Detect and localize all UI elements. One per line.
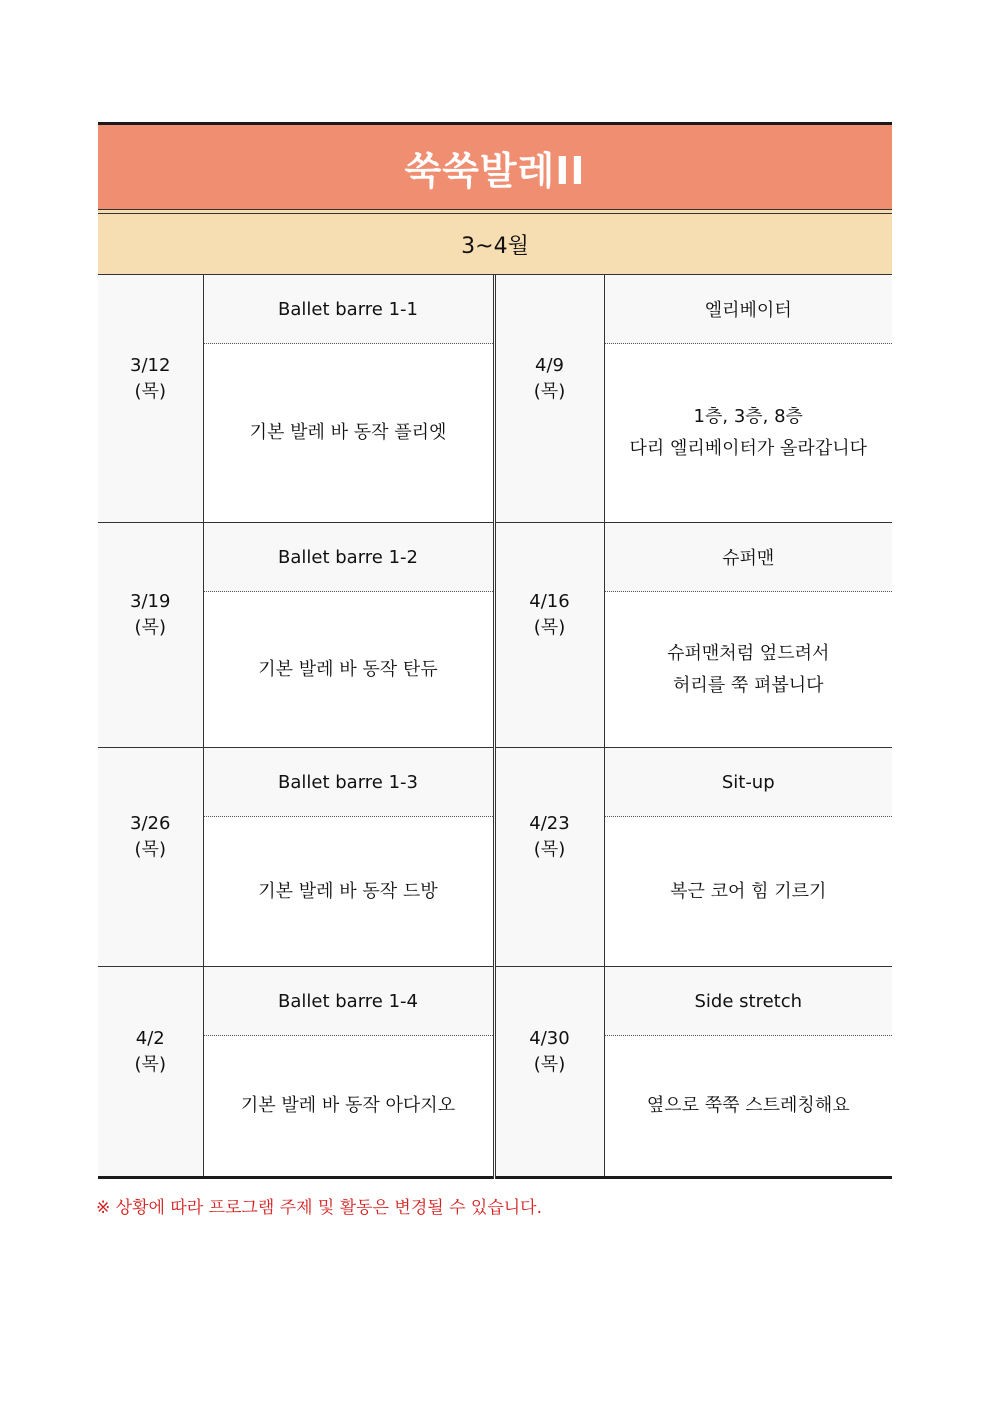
schedule-sheet [98, 122, 892, 1179]
session-weekday: (목) [533, 1053, 566, 1075]
session-date: 4/16 [529, 591, 570, 612]
schedule-table [98, 275, 892, 1179]
description-line: 옆으로 쭉쭉 스트레칭해요 [646, 1095, 850, 1116]
session-date: 4/2 [135, 1027, 165, 1049]
right-date-cell [494, 967, 604, 1178]
session-date: 4/9 [535, 354, 564, 376]
right-date-cell [494, 748, 604, 967]
left-description-cell [203, 817, 494, 967]
description-line: 허리를 쭉 펴봅니다 [672, 674, 824, 696]
right-description-cell [604, 1036, 892, 1178]
description-line: 다리 엘리베이터가 올라갑니다 [629, 438, 867, 459]
session-date: 3/26 [130, 813, 171, 834]
session-date: 3/12 [130, 354, 171, 376]
left-description-cell [203, 1036, 494, 1178]
right-date-cell [494, 275, 604, 523]
session-topic: 슈퍼맨 [722, 548, 775, 569]
session-weekday: (목) [533, 617, 566, 638]
session-weekday: (목) [134, 617, 166, 638]
title-band [98, 122, 892, 209]
right-date-cell [494, 523, 604, 748]
left-description-cell [203, 592, 494, 748]
description-line: 기본 발레 바 동작 탄듀 [258, 658, 438, 680]
session-weekday: (목) [134, 380, 166, 402]
left-date-cell [98, 523, 203, 748]
right-description-cell [604, 817, 892, 967]
description-line: 기본 발레 바 동작 드방 [258, 880, 438, 902]
session-date: 4/30 [529, 1027, 570, 1049]
description-line: 1층, 3층, 8층 [693, 406, 803, 427]
left-date-cell [98, 967, 203, 1178]
left-description-cell [203, 344, 494, 523]
session-topic: 엘리베이터 [704, 300, 792, 321]
session-date: 3/19 [130, 591, 171, 612]
right-topic-cell [604, 523, 892, 592]
right-description-cell [604, 344, 892, 523]
session-weekday: (목) [134, 1053, 166, 1075]
session-topic: Ballet barre 1-1 [278, 298, 418, 320]
right-topic-cell [604, 967, 892, 1036]
session-weekday: (목) [134, 839, 166, 860]
right-topic-cell [604, 275, 892, 344]
description-line: 복근 코어 힘 기르기 [670, 880, 827, 902]
left-topic-cell [203, 967, 494, 1036]
session-date: 4/23 [529, 813, 570, 834]
description-line: 슈퍼맨처럼 엎드려서 [667, 642, 830, 664]
right-topic-cell [604, 748, 892, 817]
session-topic: Ballet barre 1-3 [278, 771, 418, 793]
month-label: 3~4월 [461, 233, 529, 259]
session-topic: Side stretch [694, 990, 803, 1012]
session-topic: Ballet barre 1-2 [278, 546, 418, 568]
session-weekday: (목) [533, 380, 566, 402]
footnote: ※ 상황에 따라 프로그램 주제 및 활동은 변경될 수 있습니다. [96, 1198, 542, 1218]
left-topic-cell [203, 523, 494, 592]
description-line: 기본 발레 바 동작 아다지오 [240, 1095, 456, 1116]
session-topic: Ballet barre 1-4 [278, 990, 418, 1012]
left-topic-cell [203, 275, 494, 344]
program-title: 쑥쑥발레II [404, 148, 586, 193]
session-topic: Sit-up [721, 771, 775, 793]
description-line: 기본 발레 바 동작 플리엣 [249, 422, 447, 443]
left-date-cell [98, 275, 203, 523]
session-weekday: (목) [533, 839, 566, 860]
left-topic-cell [203, 748, 494, 817]
month-band [98, 214, 892, 275]
right-description-cell [604, 592, 892, 748]
left-date-cell [98, 748, 203, 967]
